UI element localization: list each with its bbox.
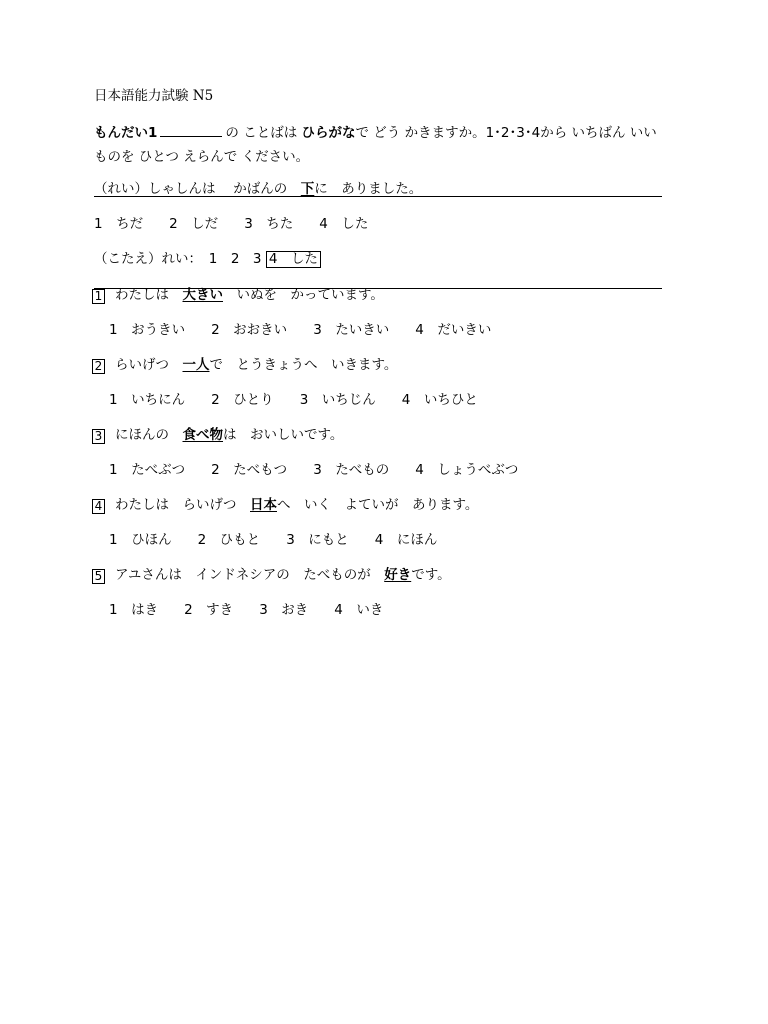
option-2: 2 ひとり [211,392,274,408]
option-1: 1 たべぶつ [109,462,186,478]
question-post: いぬを かっています。 [223,287,384,303]
example-answer-prefix: （こたえ）れい： 1 2 3 [94,251,262,267]
example-option-1: 1 ちだ [94,216,144,232]
question-pre: アユさんは インドネシアの たべものが [115,567,385,583]
question-4 [92,496,478,514]
option-2: 2 おおきい [211,322,288,338]
question-1 [92,286,384,304]
option-4: 4 にほん [374,532,438,548]
example-underline [94,196,662,197]
question-pre: わたしは らいげつ [115,497,250,513]
question-2 [92,356,397,374]
question-number-box: 2 [92,359,105,374]
document-title [94,87,213,105]
example-sentence-pre: （れい）しゃしんは かばんの [94,181,301,197]
question-target-word: 食べ物 [182,427,223,443]
question-2-options [109,391,478,409]
question-1-options [109,321,491,339]
instruction-line-2 [94,148,309,166]
example-sentence-post: に ありました。 [314,181,423,197]
question-post: へ いく よていが あります。 [277,497,479,513]
instruction-blank [160,123,222,137]
option-3: 3 いちじん [299,392,376,408]
question-target-word: 好き [384,567,412,583]
example-option-2: 2 しだ [169,216,219,232]
example-option-3: 3 ちた [244,216,294,232]
option-3: 3 おき [259,602,309,618]
title-text: 日本語能力試験 N5 [94,88,214,104]
question-pre: にほんの [115,427,183,443]
option-4: 4 だいきい [415,322,492,338]
instruction-text-c: ものを ひとつ えらんで ください。 [94,149,310,165]
example-options [94,215,368,233]
question-pre: らいげつ [115,357,183,373]
option-1: 1 おうきい [109,322,186,338]
question-number-box: 4 [92,499,105,514]
question-3 [92,426,343,444]
option-3: 3 たいきい [313,322,390,338]
instruction-text-a: の ことばは [225,125,302,141]
question-number-box: 1 [92,289,105,304]
option-2: 2 ひもと [197,532,261,548]
example-target-word: 下 [300,181,315,197]
instruction-line-1 [94,123,657,142]
example-answer-box: 4 した [266,251,321,268]
option-4: 4 いき [334,602,384,618]
option-2: 2 すき [184,602,234,618]
option-1: 1 ひほん [109,532,172,548]
option-1: 1 はき [109,602,159,618]
question-number-box: 5 [92,569,105,584]
example-option-4: 4 した [319,216,369,232]
question-post: です。 [411,567,451,583]
option-3: 3 にもと [286,532,349,548]
question-4-options [109,531,437,549]
option-1: 1 いちにん [109,392,186,408]
question-target-word: 一人 [182,357,210,373]
instruction-label: もんだい1 [94,125,158,141]
question-target-word: 日本 [250,497,277,513]
option-4: 4 しょうべぶつ [415,462,519,478]
option-2: 2 たべもつ [211,462,288,478]
question-target-word: 大きい [182,287,223,303]
question-5 [92,566,451,584]
question-post: は おいしいです。 [223,427,344,443]
instruction-text-b: で どう かきますか。1･2･3･4から いちばん いい [355,125,657,141]
question-5-options [109,601,383,619]
question-number-box: 3 [92,429,105,444]
option-3: 3 たべもの [313,462,390,478]
question-post: で とうきょうへ いきます。 [209,357,398,373]
instruction-bold-word: ひらがな [301,125,356,141]
question-3-options [109,461,518,479]
example-answer [94,250,321,268]
option-4: 4 いちひと [401,392,478,408]
question-pre: わたしは [115,287,183,303]
